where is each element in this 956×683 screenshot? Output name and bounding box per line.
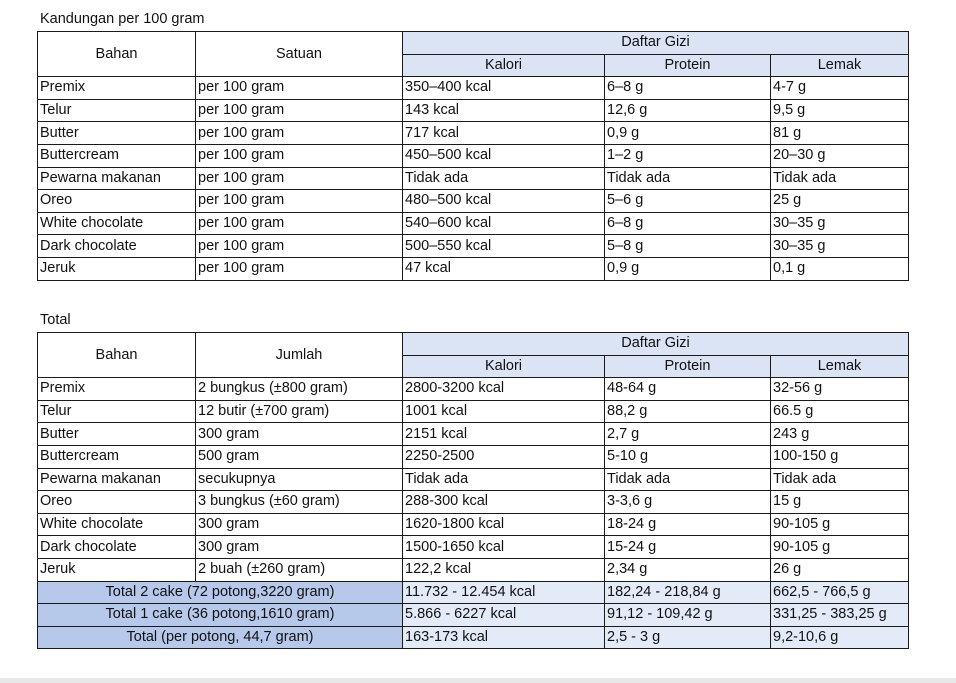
header-kalori: Kalori — [403, 54, 605, 77]
lemak-cell: 15 g — [771, 491, 909, 514]
protein-cell: 18-24 g — [605, 513, 771, 536]
satuan-cell: per 100 gram — [196, 190, 403, 213]
jumlah-cell: 500 gram — [196, 445, 403, 468]
total-lemak-cell: 331,25 - 383,25 g — [771, 604, 909, 627]
bahan-cell: Butter — [38, 122, 196, 145]
kalori-cell: 288-300 kcal — [403, 491, 605, 514]
total-label-cell: Total 2 cake (72 potong,3220 gram) — [38, 581, 403, 604]
lemak-cell: 26 g — [771, 558, 909, 581]
lemak-cell: 0,1 g — [771, 257, 909, 280]
lemak-cell: 100-150 g — [771, 445, 909, 468]
kalori-cell: Tidak ada — [403, 468, 605, 491]
lemak-cell: 90-105 g — [771, 513, 909, 536]
bahan-cell: White chocolate — [38, 513, 196, 536]
table-row — [38, 445, 909, 468]
protein-cell: 15-24 g — [605, 536, 771, 559]
jumlah-cell: 2 bungkus (±800 gram) — [196, 378, 403, 401]
table-row — [38, 235, 909, 258]
table-row — [38, 167, 909, 190]
satuan-cell: per 100 gram — [196, 77, 403, 100]
kalori-cell: 480–500 kcal — [403, 190, 605, 213]
table-row — [38, 257, 909, 280]
kalori-cell: Tidak ada — [403, 167, 605, 190]
total-protein-cell: 182,24 - 218,84 g — [605, 581, 771, 604]
bahan-cell: Buttercream — [38, 144, 196, 167]
table-row — [38, 400, 909, 423]
table-row — [38, 77, 909, 100]
protein-cell: 48-64 g — [605, 378, 771, 401]
bahan-cell: White chocolate — [38, 212, 196, 235]
satuan-cell: per 100 gram — [196, 235, 403, 258]
kalori-cell: 47 kcal — [403, 257, 605, 280]
jumlah-cell: 3 bungkus (±60 gram) — [196, 491, 403, 514]
kalori-cell: 350–400 kcal — [403, 77, 605, 100]
lemak-cell: 20–30 g — [771, 144, 909, 167]
lemak-cell: 90-105 g — [771, 536, 909, 559]
table-row — [38, 558, 909, 581]
total-kalori-cell: 5.866 - 6227 kcal — [403, 604, 605, 627]
table-row — [38, 423, 909, 446]
protein-cell: Tidak ada — [605, 468, 771, 491]
bahan-cell: Oreo — [38, 491, 196, 514]
page-bottom-edge — [0, 678, 956, 683]
protein-cell: 88,2 g — [605, 400, 771, 423]
table-row — [38, 491, 909, 514]
kalori-cell: 1620-1800 kcal — [403, 513, 605, 536]
bahan-cell: Pewarna makanan — [38, 167, 196, 190]
bahan-cell: Dark chocolate — [38, 235, 196, 258]
total-lemak-cell: 662,5 - 766,5 g — [771, 581, 909, 604]
protein-cell: 3-3,6 g — [605, 491, 771, 514]
total-row — [38, 604, 909, 627]
table-row — [38, 536, 909, 559]
header-protein: Protein — [605, 355, 771, 378]
lemak-cell: Tidak ada — [771, 167, 909, 190]
kalori-cell: 2250-2500 — [403, 445, 605, 468]
header-protein: Protein — [605, 54, 771, 77]
table-row — [38, 513, 909, 536]
header-bahan: Bahan — [38, 32, 196, 77]
satuan-cell: per 100 gram — [196, 144, 403, 167]
bahan-cell: Telur — [38, 400, 196, 423]
protein-cell: 0,9 g — [605, 122, 771, 145]
kalori-cell: 1001 kcal — [403, 400, 605, 423]
total-kalori-cell: 163-173 kcal — [403, 626, 605, 649]
header-daftar-gizi: Daftar Gizi — [403, 333, 909, 356]
header-kalori: Kalori — [403, 355, 605, 378]
table-row — [38, 144, 909, 167]
total-label-cell: Total (per potong, 44,7 gram) — [38, 626, 403, 649]
total-protein-cell: 91,12 - 109,42 g — [605, 604, 771, 627]
protein-cell: 5–6 g — [605, 190, 771, 213]
table-row — [38, 378, 909, 401]
lemak-cell: 66.5 g — [771, 400, 909, 423]
bahan-cell: Premix — [38, 77, 196, 100]
bahan-cell: Pewarna makanan — [38, 468, 196, 491]
lemak-cell: 243 g — [771, 423, 909, 446]
bahan-cell: Buttercream — [38, 445, 196, 468]
protein-cell: 0,9 g — [605, 257, 771, 280]
kalori-cell: 122,2 kcal — [403, 558, 605, 581]
table-row — [38, 99, 909, 122]
kalori-cell: 143 kcal — [403, 99, 605, 122]
satuan-cell: per 100 gram — [196, 167, 403, 190]
nutrition-total-table — [37, 332, 909, 649]
total-row — [38, 581, 909, 604]
lemak-cell: Tidak ada — [771, 468, 909, 491]
header-lemak: Lemak — [771, 355, 909, 378]
jumlah-cell: 300 gram — [196, 536, 403, 559]
protein-cell: 5-10 g — [605, 445, 771, 468]
total-label-cell: Total 1 cake (36 potong,1610 gram) — [38, 604, 403, 627]
bahan-cell: Jeruk — [38, 558, 196, 581]
protein-cell: 12,6 g — [605, 99, 771, 122]
bahan-cell: Dark chocolate — [38, 536, 196, 559]
protein-cell: 1–2 g — [605, 144, 771, 167]
satuan-cell: per 100 gram — [196, 212, 403, 235]
lemak-cell: 81 g — [771, 122, 909, 145]
total-protein-cell: 2,5 - 3 g — [605, 626, 771, 649]
satuan-cell: per 100 gram — [196, 122, 403, 145]
kalori-cell: 1500-1650 kcal — [403, 536, 605, 559]
table-row — [38, 468, 909, 491]
total-row — [38, 626, 909, 649]
total-kalori-cell: 11.732 - 12.454 kcal — [403, 581, 605, 604]
jumlah-cell: secukupnya — [196, 468, 403, 491]
protein-cell: Tidak ada — [605, 167, 771, 190]
satuan-cell: per 100 gram — [196, 99, 403, 122]
header-satuan: Satuan — [196, 32, 403, 77]
protein-cell: 2,34 g — [605, 558, 771, 581]
nutrition-per-100-gram-table — [37, 31, 909, 281]
protein-cell: 2,7 g — [605, 423, 771, 446]
jumlah-cell: 300 gram — [196, 513, 403, 536]
protein-cell: 6–8 g — [605, 77, 771, 100]
bahan-cell: Butter — [38, 423, 196, 446]
jumlah-cell: 300 gram — [196, 423, 403, 446]
total-lemak-cell: 9,2-10,6 g — [771, 626, 909, 649]
section-title-total: Total — [40, 312, 71, 328]
bahan-cell: Oreo — [38, 190, 196, 213]
bahan-cell: Telur — [38, 99, 196, 122]
kalori-cell: 2800-3200 kcal — [403, 378, 605, 401]
protein-cell: 6–8 g — [605, 212, 771, 235]
lemak-cell: 25 g — [771, 190, 909, 213]
lemak-cell: 32-56 g — [771, 378, 909, 401]
header-daftar-gizi: Daftar Gizi — [403, 32, 909, 55]
lemak-cell: 30–35 g — [771, 212, 909, 235]
header-bahan: Bahan — [38, 333, 196, 378]
bahan-cell: Premix — [38, 378, 196, 401]
lemak-cell: 4-7 g — [771, 77, 909, 100]
jumlah-cell: 12 butir (±700 gram) — [196, 400, 403, 423]
kalori-cell: 500–550 kcal — [403, 235, 605, 258]
kalori-cell: 540–600 kcal — [403, 212, 605, 235]
table-row — [38, 122, 909, 145]
kalori-cell: 717 kcal — [403, 122, 605, 145]
kalori-cell: 2151 kcal — [403, 423, 605, 446]
satuan-cell: per 100 gram — [196, 257, 403, 280]
table-row — [38, 212, 909, 235]
lemak-cell: 9,5 g — [771, 99, 909, 122]
header-jumlah: Jumlah — [196, 333, 403, 378]
header-lemak: Lemak — [771, 54, 909, 77]
lemak-cell: 30–35 g — [771, 235, 909, 258]
bahan-cell: Jeruk — [38, 257, 196, 280]
table-row — [38, 190, 909, 213]
jumlah-cell: 2 buah (±260 gram) — [196, 558, 403, 581]
section-title-per-100-gram: Kandungan per 100 gram — [40, 11, 205, 27]
kalori-cell: 450–500 kcal — [403, 144, 605, 167]
protein-cell: 5–8 g — [605, 235, 771, 258]
